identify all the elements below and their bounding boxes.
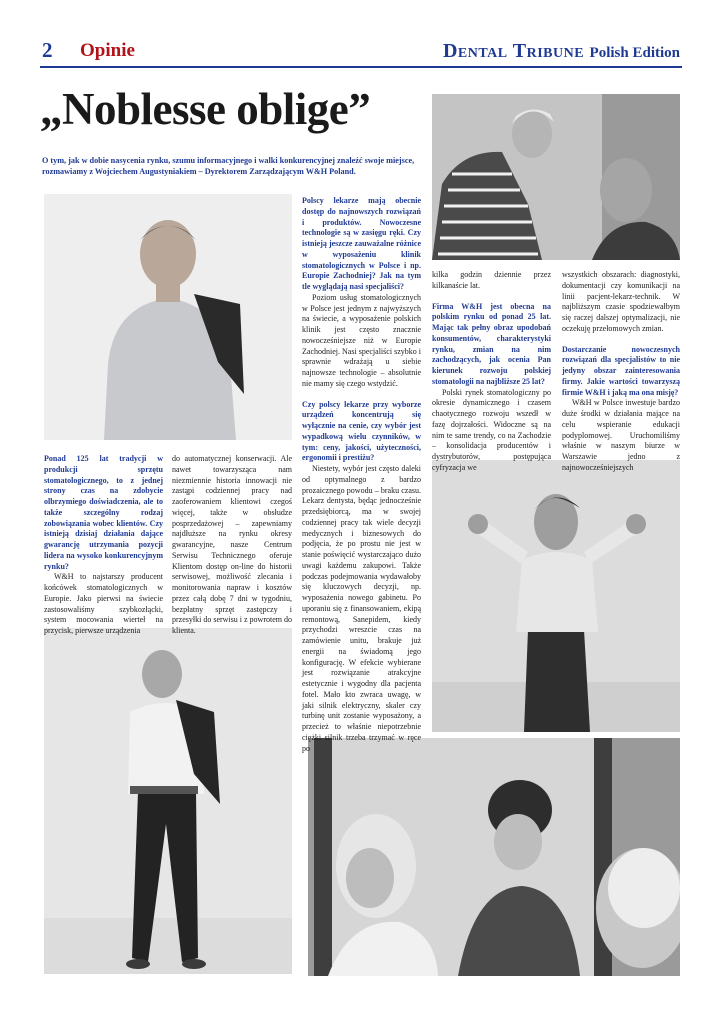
dentist-treatment-photo (432, 94, 680, 260)
question-4: Firma W&H jest obecna na polskim rynku od ponad 25 lat. Mając tak pełny obraz upodobań konsumentów, charakterystyki rynku, zmian na nim zachodzących, jak ocenia Pan kierunek rozwoju polskiej stomatologii na najbliższe 25 lat? (432, 301, 551, 386)
answer-2: Poziom usług stomatologicznych w Polsce jest jednym z najwyższych na świecie, a wyposażenie polskich klinik jest często znacznie nowocześniejsze niż w Europie Zachodniej. Nasi specjaliści szybko i sprawnie wdrażają u siebie najnowsze technologie – absolutnie nie mamy się czego wstydzić. (302, 292, 421, 388)
gesturing-man-photo (432, 460, 680, 732)
answer-4: Polski rynek stomatologiczny po okresie dynamicznego i czasem chaotycznego rozwoju wszedł w fazę dojrzałości. Widoczne są na nim te same trendy, co na Zachodzie – konsolidacja producentów i dystrybutorów, postępująca cyfryzacja we (432, 387, 551, 472)
answer-3: Niestety, wybór jest często daleki od optymalnego z bardzo prozaicznego powodu – braku czasu. Lekarz dentysta, będąc jednocześnie przedsiębiorcą, ma w swojej codziennej pracy tak wiele decyzji medycznych i biznesowych do podjęcia, że po prostu nie jest w stanie poświęcić wystarczająco dużo uwagi każdemu zakupowi. Także podczas podejmowania wydawałoby się kluczowych decyzji, np. wyposażenia nowego gabinetu. Po uporaniu się z finansowaniem, ekipą remontową, Sanepidem, kiedy przychodzi wreszcie czas na zamówienie unitu, brakuje już energii na świadomą jego konfigurację. W efekcie wybierane jest rozwiązanie atrakcyjne estetycznie i wygodny dla pacjenta fotel. Mało kto zwraca uwagę, w jaki silnik elektryczny, skaler czy turbinę unit zostanie wyposażony, a przecież to właśnie niepotrzebnie ciężki silnik trzeba trzymać w ręce po (302, 464, 421, 753)
page-number: 2 (42, 38, 53, 62)
article-title: „Noblesse oblige” (40, 84, 371, 134)
article-column-3 (302, 196, 421, 754)
portrait-photo-1 (44, 194, 292, 440)
mirror-women-photo (308, 738, 680, 976)
question-5: Dostarczanie nowoczesnych rozwiązań dla specjalistów to nie jedyny obszar zainteresowania firmy. Jakie wartości towarzyszą firmie W&H i jaką ma ona misję? (562, 344, 680, 397)
edition-label: Polish Edition (589, 45, 680, 61)
answer-4-continued: wszystkich obszarach: diagnostyki, dokumentacji czy komunikacji na linii pacjent-lekarz-technik. W najbliższym czasie spodziewałbym się raczej dalszej optymalizacji, nie oczekuję przełomowych zmian. (562, 270, 680, 333)
article-column-2 (172, 454, 292, 637)
question-2: Polscy lekarze mają obecnie dostęp do najnowszych rozwiązań i produktów. Nowoczesne technologie są w zasięgu ręki. Czy istnieją jeszcze zauważalne różnice w wyposażeniu klinik stomatologicznych w Polsce i np. Europie Zachodniej? Jak na tym tle wyglądają nasi specjaliści? (302, 196, 421, 291)
question-3: Czy polscy lekarze przy wyborze urządzeń koncentrują się wyłącznie na cenie, czy wybór jest wypadkową wielu czynników, w tym: ceny, jakości, użyteczności, ergonomii i prestiżu? (302, 399, 421, 463)
question-1: Ponad 125 lat tradycji w produkcji sprzętu stomatologicznego, to z jednej strony czas na zdobycie olbrzymiego doświadczenia, ale to także szczególny rodzaj zobowiązania wobec klientów. Czy istnieją dzisiaj działania dające gwarancję utrzymania pozycji lidera na wysoko konkurencyjnym rynku? (44, 454, 163, 571)
article-column-1 (44, 454, 163, 637)
article-lead: O tym, jak w dobie nasycenia rynku, szumu informacyjnego i walki konkurencyjnej znaleźć swoje miejsce, rozmawiamy z Wojciechem Augustyniakiem – Dyrektorem Zarządzającym W&H Poland. (42, 156, 415, 177)
article-column-5 (562, 270, 680, 474)
brand-name: Dental Tribune (442, 40, 585, 62)
answer-1: W&H to najstarszy producent końcówek stomatologicznych w Europie. Jako pierwsi na świecie zastosowaliśmy szybkozłącki, system mocowania wierteł na przycisk, pierwsze urządzenia (44, 572, 163, 635)
standing-man-photo (44, 628, 292, 974)
article-column-4 (432, 270, 551, 474)
masthead (443, 40, 680, 63)
answer-5: W&H w Polsce inwestuje bardzo duże środki w działania mające na celu wspieranie edukacji podyplomowej. Uruchomiliśmy właśnie w naszym biurze w Warszawie jedno z najnowocześniejszych (562, 398, 680, 472)
answer-1-continued: do automatycznej konserwacji. Ale nawet towarzysząca nam niezmiennie historia innowacji nie zastąpi codziennej pracy nad zaoferowaniem klientowi czegoś więcej, także w obsłudze posprzedażowej – zapewniamy najdłuższe na rynku okresy gwarancyjne, nasze Centrum Serwisu Technicznego oferuje Klientom dostęp on-line do historii serwisowej, możliwość zlecania i monitorowania napraw i kosztów przez całą dobę 7 dni w tygodniu, bezpłatny sprzęt zastępczy i przesyłki do serwisu i z powrotem do klienta. (172, 454, 292, 635)
header-rule (40, 66, 682, 68)
section-name: Opinie (80, 40, 135, 61)
answer-3-continued: kilka godzin dziennie przez kilkanaście lat. (432, 270, 551, 290)
